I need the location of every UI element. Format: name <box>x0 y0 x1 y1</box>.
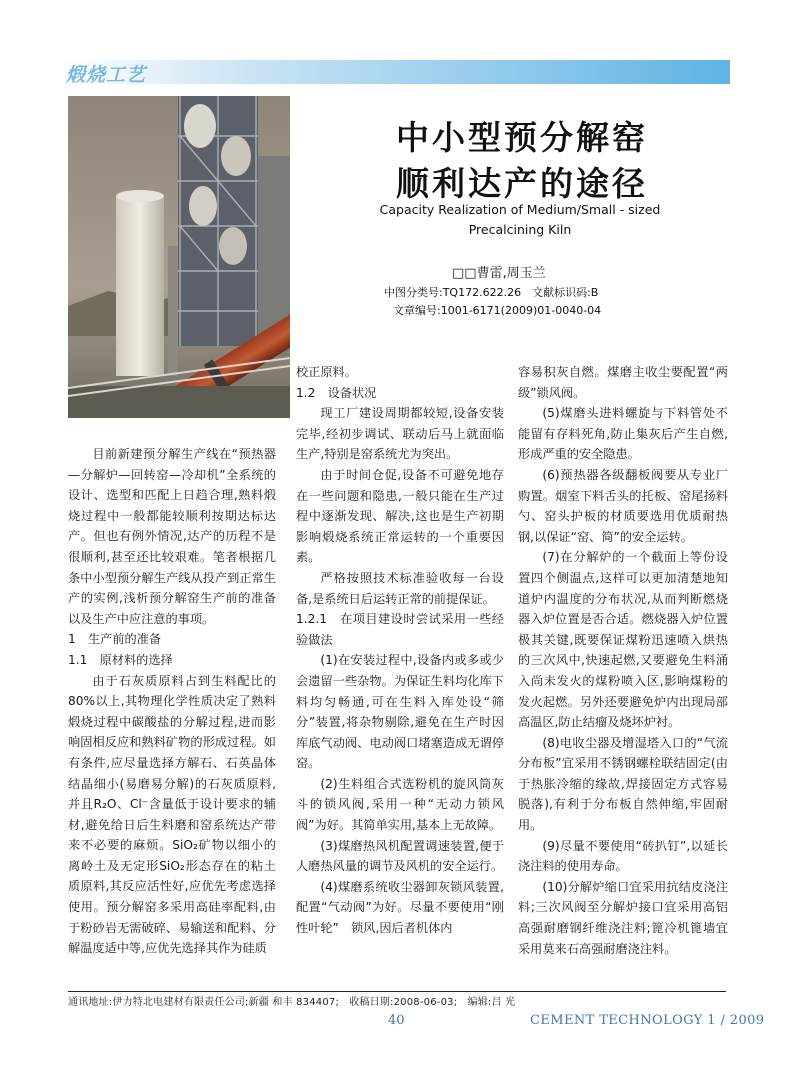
paragraph: (10)分解炉缩口宜采用抗结皮浇注料;三次风阀至分解炉接口宜采用高铝高强耐磨钢纤维浇注料;篦冷机篦墙宜采用莫来石高强耐磨浇注料。 <box>518 879 728 956</box>
classification-number: 中图分类号:TQ172.622.26 文献标识码:B <box>384 286 599 299</box>
paragraph: (7)在分解炉的一个截面上等份设置四个侧温点,这样可以更加清楚地知道炉内温度的分布状况,从而判断燃烧器入炉位置是否合适。燃烧器入炉位置极其关键,既要保证煤粉迅速喷入烘热的三次风中,快速起燃,又要避免生料涌入尚未发火的煤粉喷入区,影响煤粉的发火起燃。另外还要避免炉内出现局部高温区,防止结瘤及烧坏炉衬。 <box>518 550 728 730</box>
article-number: 文章编号:1001-6171(2009)01-0040-04 <box>393 304 602 317</box>
paragraph: 目前新建预分解生产线在“预热器—分解炉—回转窑—冷却机”全系统的设计、选型和匹配上日趋合理,熟料煅烧过程中一般都能较顺利按期达标达产。但也有例外情况,达产的历程不是很顺利,甚至还比较艰难。笔者根据几条中小型预分解生产线从投产到正常生产的实例,浅析预分解窑生产前的准备以及生产中应注意的事项。 <box>68 447 276 626</box>
body-column-2 <box>296 362 504 939</box>
footer-note: 通讯地址:伊力特北电建材有限责任公司;新疆 和丰 834407; 收稿日期:2008-06-03; 编辑:吕 光 <box>68 997 516 1008</box>
paragraph: (9)尽量不要使用“砖扒钉”,以延长浇注料的使用寿命。 <box>518 838 728 874</box>
authors: □□曹雷,周玉兰 <box>452 266 546 281</box>
footer-rule <box>68 991 726 992</box>
paragraph: (2)生料组合式选粉机的旋风筒灰斗的锁风阀,采用一种“无动力锁风阀”为好。其简单实用,基本上无故障。 <box>296 776 504 833</box>
section-heading: 1.2.1 在项目建设时尝试采用一些经验做法 <box>296 612 504 647</box>
article-title-line2: 顺利达产的途径 <box>396 164 648 203</box>
paragraph: 由于时间仓促,设备不可避免地存在一些问题和隐患,一般只能在生产过程中逐渐发现、解决,这也是生产初期影响煅烧系统正常运转的一个重要因素。 <box>296 467 504 565</box>
section-heading: 1.1 原材料的选择 <box>68 652 173 667</box>
english-title-line2: Precalcining Kiln <box>468 222 572 237</box>
section-heading: 1 生产前的准备 <box>68 632 162 647</box>
paragraph: 现工厂建设周期都较短,设备安装完毕,经初步调试、联动后马上就面临生产,特别是窑系统尤为突出。 <box>296 406 504 462</box>
paragraph: (1)在安装过程中,设备内或多或少会遗留一些杂物。为保证生料均化库下料均匀畅通,可在生料入库处设“筛分”装置,将杂物剔除,避免在生产时因库底气动阀、电动阀口堵塞造成无谓停窑。 <box>296 653 504 771</box>
section-heading: 1.2 设备状况 <box>296 385 377 400</box>
english-title-line1: Capacity Realization of Medium/Small - sized <box>379 202 661 217</box>
body-column-1 <box>68 444 276 959</box>
paragraph-continuation: 容易积灰自燃。煤磨主收尘要配置“两级”锁风阀。 <box>518 365 728 400</box>
plant-photo <box>68 96 290 418</box>
paragraph: 由于石灰质原料占到生料配比的80%以上,其物理化学性质决定了熟料煅烧过程中碳酸盐的分解过程,进而影响固相反应和熟料矿物的形成过程。如有条件,应尽量选择方解石、石英晶体结晶细小(易磨易分解)的石灰质原料,并且R₂O、Cl⁻含量低于设计要求的辅材,避免给日后生料磨和窑系统达产带来不必要的麻烦。SiO₂矿物以细小的离岭土及无定形SiO₂形态存在的粘土质原料,其反应活性好,应优先考虑选择使用。预分解窑多采用高硅率配料,由于粉砂岩无需破碎、易输送和配料、分解温度适中等,应优先选择其作为硅质 <box>68 673 276 956</box>
paragraph: (8)电收尘器及增湿塔入口的“气流分布板”宜采用不锈钢螺栓联结固定(由于热胀冷缩的缘故,焊接固定方式容易脱落),有利于分布板自然伸缩,牢固耐用。 <box>518 735 728 833</box>
page-number: 40 <box>388 1013 405 1028</box>
paragraph-continuation: 校正原料。 <box>296 365 357 379</box>
paragraph: (4)煤磨系统收尘器卸灰锁风装置,配置“气动阀”为好。尽量不要使用“刚性叶轮” 锁风,因后者机体内 <box>296 879 504 936</box>
paragraph: (6)预热器各级翻板阀要从专业厂购置。烟室下料舌头的托板、窑尾扬料勺、窑头护板的材质要选用优质耐热钢,以保证“窑、简”的安全运转。 <box>518 467 728 544</box>
body-column-3 <box>518 362 728 959</box>
header-banner <box>60 60 730 84</box>
article-title-line1: 中小型预分解窑 <box>396 118 648 157</box>
paragraph: (3)煤磨热风机配置调速装置,便于人磨热风量的调节及风机的安全运行。 <box>296 838 504 874</box>
section-tag: 煅烧工艺 <box>66 64 147 86</box>
paragraph: (5)煤磨头进料螺旋与下料管处不能留有存料死角,防止集灰后产生自燃,形成严重的安全隐患。 <box>518 406 728 462</box>
paragraph: 严格按照技术标准验收每一台设备,是系统日后运转正常的前提保证。 <box>296 570 504 606</box>
journal-name: CEMENT TECHNOLOGY 1 / 2009 <box>530 1013 765 1028</box>
